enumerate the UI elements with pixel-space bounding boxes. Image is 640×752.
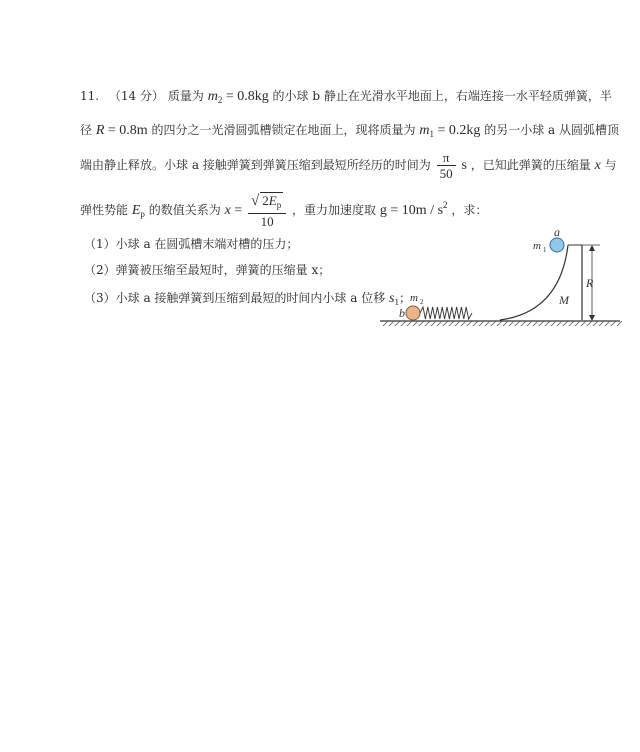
hatch-mark — [569, 321, 574, 326]
hatch-mark — [617, 321, 622, 326]
problem-line-2: 径 R = 0.8m 的四分之一光滑圆弧槽锁定在地面上，现将质量为 $m_1 = 0.2kg$ 的另一小球 a 从圆弧槽顶 — [80, 123, 620, 139]
label-b: b — [399, 306, 405, 320]
hatch-mark — [461, 321, 466, 326]
hatch-mark — [491, 321, 496, 326]
label-R: R — [586, 276, 594, 290]
ball-a — [550, 238, 564, 252]
hatch-mark — [449, 321, 454, 326]
svg-text:2: 2 — [420, 298, 424, 306]
ground-hatching — [383, 321, 622, 326]
label-a: a — [554, 225, 560, 239]
hatch-mark — [587, 321, 592, 326]
svg-text:1: 1 — [543, 246, 547, 254]
hatch-mark — [503, 321, 508, 326]
hatch-mark — [407, 321, 412, 326]
hatch-mark — [395, 321, 400, 326]
hatch-mark — [557, 321, 562, 326]
ball-b — [406, 306, 420, 320]
hatch-mark — [389, 321, 394, 326]
hatch-mark — [425, 321, 430, 326]
hatch-mark — [401, 321, 406, 326]
hatch-mark — [473, 321, 478, 326]
label-m2: m — [410, 292, 418, 304]
sub-question-3: （3）小球 a 接触弹簧到压缩到最短的时间内小球 a 位移 $s_1$； — [84, 291, 412, 307]
hatch-mark — [581, 321, 586, 326]
hatch-mark — [431, 321, 436, 326]
m2-expression: $m_2 = 0.8kg$ — [207, 89, 269, 105]
hatch-mark — [485, 321, 490, 326]
time-fraction: $\frac{\pi}{50}$ — [437, 150, 456, 181]
hatch-mark — [509, 321, 514, 326]
hatch-mark — [563, 321, 568, 326]
problem-line-4: 弹性势能 $E_p$ 的数值关系为 x = $\frac{√ 2E_p}{10}$ ，重力加速度取 $g = 10m / s^2$ ，求： — [80, 193, 488, 229]
hatch-mark — [413, 321, 418, 326]
label-M: M — [559, 293, 569, 307]
sub-question-1: （1）小球 a 在圆弧槽末端对槽的压力； — [84, 237, 299, 251]
problem-score: （14 分） — [108, 89, 165, 103]
arc-groove-block — [500, 245, 568, 320]
hatch-mark — [497, 321, 502, 326]
hatch-mark — [545, 321, 550, 326]
hatch-mark — [443, 321, 448, 326]
problem-line-3: 端由静止释放。小球 a 接触弹簧到弹簧压缩到最短所经历的时间为 $\frac{\pi}{50}$ s ，已知此弹簧的压缩量 x 与 — [80, 150, 617, 181]
label-m1: m — [533, 240, 541, 252]
R-expression: R = 0.8m — [95, 123, 148, 138]
hatch-mark — [521, 321, 526, 326]
spring — [420, 307, 472, 319]
hatch-mark — [575, 321, 580, 326]
hatch-mark — [383, 321, 388, 326]
sub-question-2: （2）弹簧被压缩至最短时，弹簧的压缩量 x； — [84, 263, 331, 277]
problem-line-1: 11. （14 分） 质量为 $m_2 = 0.8kg$ 的小球 b 静止在光滑水平地面上，右端连接一水平轻质弹簧，半 — [80, 89, 612, 105]
hatch-mark — [605, 321, 610, 326]
hatch-mark — [419, 321, 424, 326]
hatch-mark — [599, 321, 604, 326]
hatch-mark — [539, 321, 544, 326]
hatch-mark — [467, 321, 472, 326]
hatch-mark — [437, 321, 442, 326]
hatch-mark — [515, 321, 520, 326]
hatch-mark — [593, 321, 598, 326]
hatch-mark — [527, 321, 532, 326]
problem-number: 11. — [80, 89, 100, 103]
hatch-mark — [455, 321, 460, 326]
g-expression: $g = 10m / s^2$ — [379, 200, 448, 218]
hatch-mark — [479, 321, 484, 326]
m1-expression: $m_1 = 0.2kg$ — [419, 123, 481, 139]
hatch-mark — [551, 321, 556, 326]
hatch-mark — [611, 321, 616, 326]
x-formula: $\frac{√ 2E_p}{10}$ — [248, 192, 286, 229]
hatch-mark — [533, 321, 538, 326]
